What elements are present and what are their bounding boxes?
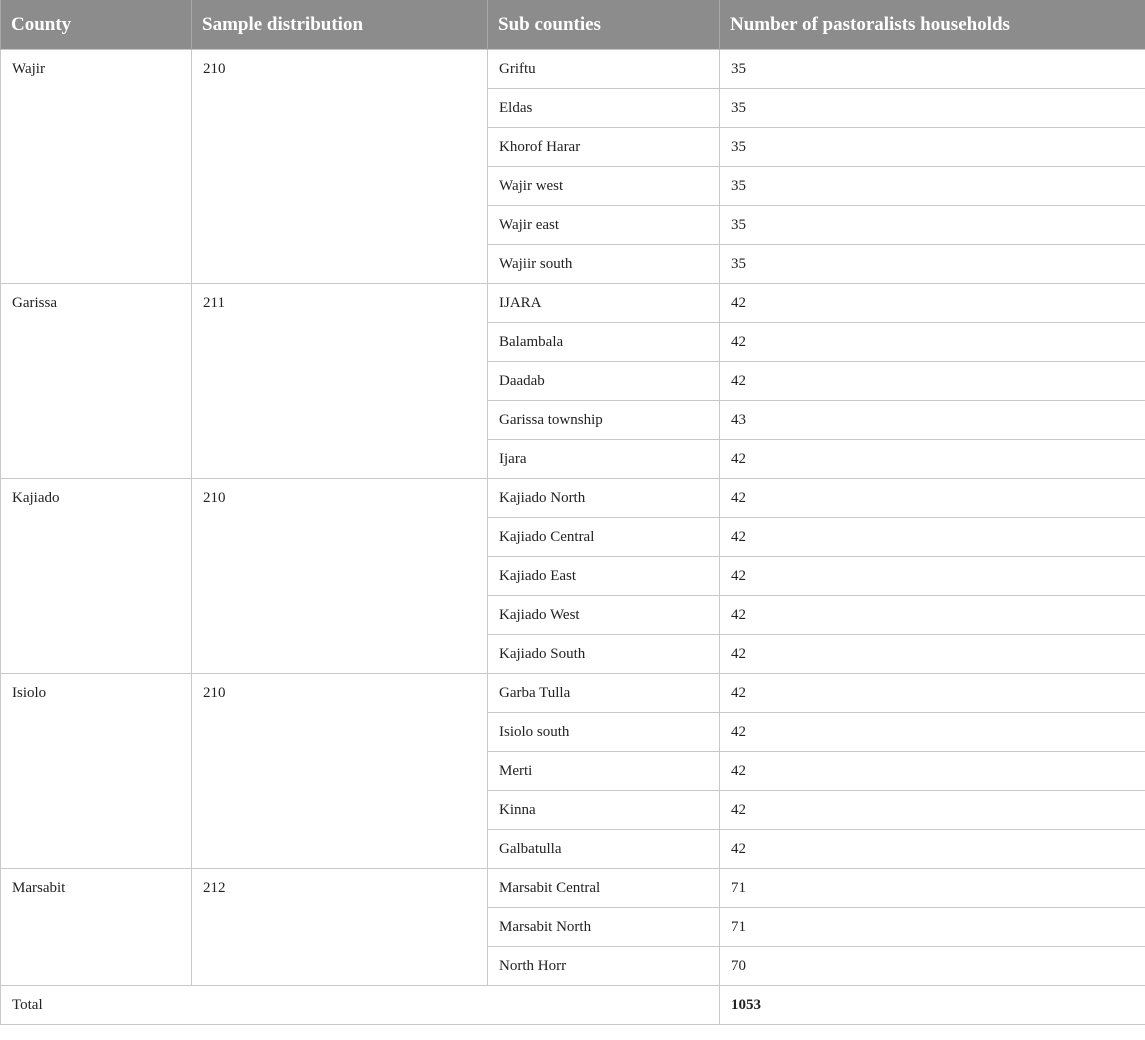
county-cell: Garissa bbox=[1, 284, 192, 479]
households-cell: 35 bbox=[720, 245, 1145, 284]
header-sub-counties: Sub counties bbox=[488, 0, 720, 50]
households-cell: 42 bbox=[720, 323, 1145, 362]
sample-distribution-cell: 212 bbox=[192, 869, 488, 986]
households-cell: 42 bbox=[720, 674, 1145, 713]
sub-county-cell: Merti bbox=[488, 752, 720, 791]
households-cell: 71 bbox=[720, 869, 1145, 908]
sub-county-cell: Griftu bbox=[488, 50, 720, 89]
county-cell: Isiolo bbox=[1, 674, 192, 869]
sub-county-cell: Kajiado Central bbox=[488, 518, 720, 557]
table-row bbox=[1, 869, 1145, 908]
households-cell: 42 bbox=[720, 440, 1145, 479]
households-cell: 42 bbox=[720, 362, 1145, 401]
total-row bbox=[1, 986, 1145, 1025]
sub-county-cell: Ijara bbox=[488, 440, 720, 479]
households-cell: 42 bbox=[720, 791, 1145, 830]
households-cell: 42 bbox=[720, 635, 1145, 674]
households-cell: 35 bbox=[720, 128, 1145, 167]
households-cell: 35 bbox=[720, 206, 1145, 245]
table-row bbox=[1, 479, 1145, 518]
sub-county-cell: North Horr bbox=[488, 947, 720, 986]
table-body bbox=[1, 50, 1145, 1025]
households-cell: 71 bbox=[720, 908, 1145, 947]
header-sample-distribution: Sample distribution bbox=[192, 0, 488, 50]
sub-county-cell: Wajiir south bbox=[488, 245, 720, 284]
households-cell: 42 bbox=[720, 830, 1145, 869]
sub-county-cell: IJARA bbox=[488, 284, 720, 323]
sub-county-cell: Wajir west bbox=[488, 167, 720, 206]
table-row bbox=[1, 284, 1145, 323]
sub-county-cell: Kajiado South bbox=[488, 635, 720, 674]
table-header bbox=[1, 0, 1145, 50]
households-cell: 43 bbox=[720, 401, 1145, 440]
sub-county-cell: Daadab bbox=[488, 362, 720, 401]
table-row bbox=[1, 674, 1145, 713]
sub-county-cell: Balambala bbox=[488, 323, 720, 362]
sub-county-cell: Wajir east bbox=[488, 206, 720, 245]
header-county: County bbox=[1, 0, 192, 50]
sub-county-cell: Isiolo south bbox=[488, 713, 720, 752]
sample-distribution-cell: 210 bbox=[192, 479, 488, 674]
header-row bbox=[1, 0, 1145, 50]
households-cell: 42 bbox=[720, 284, 1145, 323]
county-cell: Marsabit bbox=[1, 869, 192, 986]
sample-distribution-cell: 210 bbox=[192, 674, 488, 869]
households-cell: 42 bbox=[720, 596, 1145, 635]
households-cell: 42 bbox=[720, 518, 1145, 557]
total-label: Total bbox=[1, 986, 720, 1025]
total-value: 1053 bbox=[720, 986, 1145, 1025]
sub-county-cell: Eldas bbox=[488, 89, 720, 128]
sample-distribution-cell: 210 bbox=[192, 50, 488, 284]
households-cell: 70 bbox=[720, 947, 1145, 986]
households-cell: 35 bbox=[720, 167, 1145, 206]
header-households: Number of pastoralists households bbox=[720, 0, 1145, 50]
sub-county-cell: Garissa township bbox=[488, 401, 720, 440]
sub-county-cell: Marsabit North bbox=[488, 908, 720, 947]
households-cell: 35 bbox=[720, 89, 1145, 128]
households-cell: 42 bbox=[720, 479, 1145, 518]
sample-distribution-cell: 211 bbox=[192, 284, 488, 479]
sub-county-cell: Khorof Harar bbox=[488, 128, 720, 167]
households-cell: 42 bbox=[720, 752, 1145, 791]
households-cell: 42 bbox=[720, 557, 1145, 596]
sub-county-cell: Kajiado North bbox=[488, 479, 720, 518]
county-cell: Wajir bbox=[1, 50, 192, 284]
sub-county-cell: Kinna bbox=[488, 791, 720, 830]
sub-county-cell: Galbatulla bbox=[488, 830, 720, 869]
households-cell: 42 bbox=[720, 713, 1145, 752]
table-row bbox=[1, 50, 1145, 89]
sub-county-cell: Marsabit Central bbox=[488, 869, 720, 908]
households-cell: 35 bbox=[720, 50, 1145, 89]
sub-county-cell: Kajiado West bbox=[488, 596, 720, 635]
sub-county-cell: Kajiado East bbox=[488, 557, 720, 596]
county-cell: Kajiado bbox=[1, 479, 192, 674]
sub-county-cell: Garba Tulla bbox=[488, 674, 720, 713]
